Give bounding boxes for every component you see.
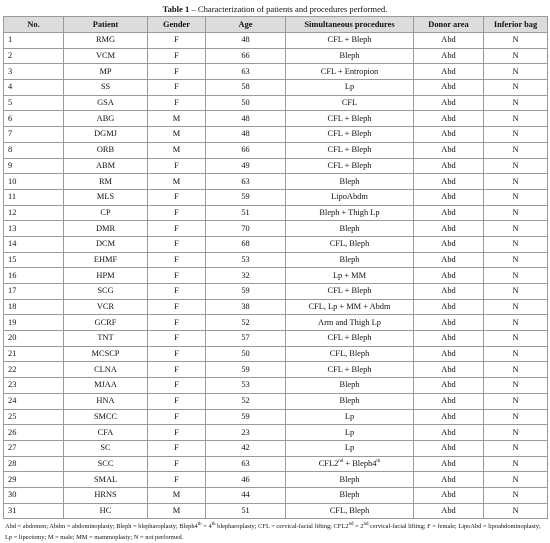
caption-text: – Characterization of patients and procedures performed.	[189, 4, 388, 14]
cell-gender: F	[148, 205, 206, 221]
cell-donor-area: Abd	[414, 252, 484, 268]
cell-patient: HRNS	[64, 487, 148, 503]
table-row	[4, 409, 548, 425]
cell-no: 8	[4, 142, 64, 158]
cell-patient: HPM	[64, 268, 148, 284]
cell-procedures: CFL + Entropion	[286, 64, 414, 80]
cell-donor-area: Abd	[414, 48, 484, 64]
cell-gender: F	[148, 346, 206, 362]
cell-patient: MJAA	[64, 378, 148, 394]
table-row	[4, 440, 548, 456]
cell-no: 14	[4, 236, 64, 252]
cell-donor-area: Abd	[414, 299, 484, 315]
cell-age: 66	[206, 48, 286, 64]
cell-procedures: Bleph	[286, 378, 414, 394]
cell-patient: EHMF	[64, 252, 148, 268]
cell-donor-area: Abd	[414, 236, 484, 252]
cell-donor-area: Abd	[414, 158, 484, 174]
cell-donor-area: Abd	[414, 362, 484, 378]
cell-procedures: CFL, Bleph	[286, 236, 414, 252]
footnote-sup2: th	[211, 522, 216, 528]
cell-gender: F	[148, 252, 206, 268]
cell-age: 50	[206, 346, 286, 362]
cell-patient: DMR	[64, 221, 148, 237]
table-row	[4, 472, 548, 488]
caption-label: Table 1	[162, 4, 190, 14]
cell-no: 29	[4, 472, 64, 488]
cell-inferior-bag: N	[484, 95, 548, 111]
cell-patient: SS	[64, 80, 148, 96]
cell-inferior-bag: N	[484, 284, 548, 300]
cell-procedures: Bleph	[286, 393, 414, 409]
table-row	[4, 189, 548, 205]
col-header-age: Age	[206, 17, 286, 33]
col-header-no: No.	[4, 17, 64, 33]
cell-inferior-bag: N	[484, 236, 548, 252]
cell-no: 2	[4, 48, 64, 64]
table-row	[4, 487, 548, 503]
table-row	[4, 393, 548, 409]
cell-no: 11	[4, 189, 64, 205]
cell-donor-area: Abd	[414, 440, 484, 456]
cell-patient: SC	[64, 440, 148, 456]
cell-age: 63	[206, 64, 286, 80]
table-footnote	[3, 519, 547, 543]
cell-gender: F	[148, 95, 206, 111]
cell-procedures: CFL + Bleph	[286, 142, 414, 158]
cell-no: 3	[4, 64, 64, 80]
cell-age: 68	[206, 236, 286, 252]
patients-table	[3, 16, 548, 519]
cell-patient: DGMJ	[64, 127, 148, 143]
cell-gender: F	[148, 189, 206, 205]
cell-inferior-bag: N	[484, 503, 548, 519]
cell-inferior-bag: N	[484, 111, 548, 127]
cell-age: 42	[206, 440, 286, 456]
cell-patient: SMAL	[64, 472, 148, 488]
cell-patient: MLS	[64, 189, 148, 205]
cell-inferior-bag: N	[484, 268, 548, 284]
cell-gender: F	[148, 472, 206, 488]
cell-donor-area: Abd	[414, 205, 484, 221]
table-body	[4, 33, 548, 519]
table-row	[4, 48, 548, 64]
cell-age: 63	[206, 174, 286, 190]
cell-no: 17	[4, 284, 64, 300]
cell-inferior-bag: N	[484, 456, 548, 472]
cell-donor-area: Abd	[414, 80, 484, 96]
cell-inferior-bag: N	[484, 189, 548, 205]
cell-gender: M	[148, 174, 206, 190]
table-caption	[3, 4, 547, 16]
cell-gender: F	[148, 362, 206, 378]
cell-procedures: CFL	[286, 95, 414, 111]
table-row	[4, 64, 548, 80]
cell-patient: VCR	[64, 299, 148, 315]
cell-age: 48	[206, 111, 286, 127]
cell-patient: CP	[64, 205, 148, 221]
cell-donor-area: Abd	[414, 268, 484, 284]
cell-gender: M	[148, 142, 206, 158]
cell-gender: M	[148, 127, 206, 143]
cell-procedures: CFL + Bleph	[286, 331, 414, 347]
cell-inferior-bag: N	[484, 425, 548, 441]
cell-patient: CFA	[64, 425, 148, 441]
cell-donor-area: Abd	[414, 315, 484, 331]
cell-donor-area: Abd	[414, 95, 484, 111]
cell-age: 59	[206, 189, 286, 205]
cell-age: 53	[206, 252, 286, 268]
cell-procedures: Lp	[286, 409, 414, 425]
cell-age: 58	[206, 80, 286, 96]
cell-donor-area: Abd	[414, 64, 484, 80]
table-row	[4, 236, 548, 252]
cell-gender: F	[148, 440, 206, 456]
cell-age: 52	[206, 315, 286, 331]
cell-inferior-bag: N	[484, 142, 548, 158]
cell-age: 49	[206, 158, 286, 174]
cell-donor-area: Abd	[414, 111, 484, 127]
cell-inferior-bag: N	[484, 48, 548, 64]
cell-gender: F	[148, 456, 206, 472]
cell-inferior-bag: N	[484, 393, 548, 409]
cell-procedures: Bleph	[286, 48, 414, 64]
cell-procedures: CFL + Bleph	[286, 127, 414, 143]
footnote-sup3: nd	[348, 522, 354, 528]
cell-gender: F	[148, 315, 206, 331]
cell-no: 1	[4, 33, 64, 49]
cell-gender: F	[148, 48, 206, 64]
cell-inferior-bag: N	[484, 315, 548, 331]
cell-inferior-bag: N	[484, 205, 548, 221]
cell-patient: HC	[64, 503, 148, 519]
cell-procedures: LipoAbdm	[286, 189, 414, 205]
table-row	[4, 33, 548, 49]
table-row	[4, 362, 548, 378]
col-header-patient: Patient	[64, 17, 148, 33]
cell-procedures: Bleph	[286, 472, 414, 488]
cell-age: 59	[206, 284, 286, 300]
col-header-inferior-bag: Inferior bag	[484, 17, 548, 33]
table-row	[4, 456, 548, 472]
table-header-row	[4, 17, 548, 33]
cell-procedures: CFL + Bleph	[286, 158, 414, 174]
footnote-part5: cervical-facial lifting; F = female; LipoAbd = lipoabdominoplasty; Lp = lipectomy; M = male; MM = mammoplasty; N = not performed.	[5, 523, 541, 541]
cell-gender: F	[148, 268, 206, 284]
cell-donor-area: Abd	[414, 174, 484, 190]
table-row	[4, 284, 548, 300]
col-header-gender: Gender	[148, 17, 206, 33]
cell-no: 21	[4, 346, 64, 362]
cell-age: 57	[206, 331, 286, 347]
cell-gender: F	[148, 299, 206, 315]
cell-gender: F	[148, 409, 206, 425]
cell-age: 66	[206, 142, 286, 158]
cell-procedures: CFL + Bleph	[286, 111, 414, 127]
cell-procedures: Lp + MM	[286, 268, 414, 284]
cell-gender: F	[148, 331, 206, 347]
table-row	[4, 221, 548, 237]
cell-procedures: CFL, Bleph	[286, 503, 414, 519]
cell-no: 26	[4, 425, 64, 441]
cell-patient: SMCC	[64, 409, 148, 425]
table-row	[4, 425, 548, 441]
cell-gender: F	[148, 393, 206, 409]
cell-age: 50	[206, 95, 286, 111]
cell-procedures: Bleph + Thigh Lp	[286, 205, 414, 221]
cell-no: 16	[4, 268, 64, 284]
cell-no: 7	[4, 127, 64, 143]
cell-inferior-bag: N	[484, 127, 548, 143]
cell-no: 5	[4, 95, 64, 111]
cell-procedures: CFL + Bleph	[286, 284, 414, 300]
cell-procedures: Arm and Thigh Lp	[286, 315, 414, 331]
cell-donor-area: Abd	[414, 346, 484, 362]
cell-patient: SCC	[64, 456, 148, 472]
cell-donor-area: Abd	[414, 472, 484, 488]
cell-procedures: Bleph	[286, 252, 414, 268]
cell-no: 19	[4, 315, 64, 331]
cell-age: 23	[206, 425, 286, 441]
cell-no: 24	[4, 393, 64, 409]
cell-age: 59	[206, 409, 286, 425]
cell-inferior-bag: N	[484, 158, 548, 174]
cell-procedures: CFL, Lp + MM + Abdm	[286, 299, 414, 315]
table-row	[4, 127, 548, 143]
cell-inferior-bag: N	[484, 378, 548, 394]
cell-procedures: CFL, Bleph	[286, 346, 414, 362]
cell-inferior-bag: N	[484, 331, 548, 347]
cell-inferior-bag: N	[484, 252, 548, 268]
cell-inferior-bag: N	[484, 174, 548, 190]
footnote-part2: = 4	[201, 523, 212, 531]
table-row	[4, 299, 548, 315]
cell-donor-area: Abd	[414, 127, 484, 143]
cell-age: 46	[206, 472, 286, 488]
cell-donor-area: Abd	[414, 284, 484, 300]
cell-donor-area: Abd	[414, 425, 484, 441]
cell-patient: MP	[64, 64, 148, 80]
cell-gender: F	[148, 221, 206, 237]
cell-no: 9	[4, 158, 64, 174]
cell-no: 15	[4, 252, 64, 268]
footnote-sup4: nd	[363, 522, 369, 528]
cell-patient: RMG	[64, 33, 148, 49]
cell-no: 23	[4, 378, 64, 394]
cell-gender: F	[148, 284, 206, 300]
cell-no: 31	[4, 503, 64, 519]
table-row	[4, 268, 548, 284]
cell-patient: GSA	[64, 95, 148, 111]
table-row	[4, 205, 548, 221]
cell-gender: F	[148, 80, 206, 96]
cell-procedures: Bleph	[286, 221, 414, 237]
cell-inferior-bag: N	[484, 64, 548, 80]
cell-inferior-bag: N	[484, 487, 548, 503]
cell-donor-area: Abd	[414, 33, 484, 49]
table-row	[4, 378, 548, 394]
cell-procedures: Lp	[286, 425, 414, 441]
cell-no: 18	[4, 299, 64, 315]
cell-donor-area: Abd	[414, 456, 484, 472]
cell-inferior-bag: N	[484, 409, 548, 425]
cell-age: 59	[206, 362, 286, 378]
cell-patient: ABG	[64, 111, 148, 127]
cell-age: 32	[206, 268, 286, 284]
table-row	[4, 252, 548, 268]
cell-inferior-bag: N	[484, 80, 548, 96]
cell-gender: F	[148, 158, 206, 174]
cell-procedures: Bleph	[286, 487, 414, 503]
cell-patient: DCM	[64, 236, 148, 252]
cell-procedures: CFL + Bleph	[286, 33, 414, 49]
footnote-sup1: th	[197, 522, 202, 528]
cell-gender: F	[148, 236, 206, 252]
cell-donor-area: Abd	[414, 142, 484, 158]
cell-no: 25	[4, 409, 64, 425]
cell-gender: M	[148, 503, 206, 519]
cell-inferior-bag: N	[484, 221, 548, 237]
cell-gender: F	[148, 425, 206, 441]
cell-donor-area: Abd	[414, 409, 484, 425]
cell-no: 6	[4, 111, 64, 127]
cell-inferior-bag: N	[484, 362, 548, 378]
cell-gender: F	[148, 33, 206, 49]
table-row	[4, 95, 548, 111]
cell-donor-area: Abd	[414, 393, 484, 409]
cell-no: 20	[4, 331, 64, 347]
cell-patient: GCRF	[64, 315, 148, 331]
cell-donor-area: Abd	[414, 221, 484, 237]
table-row	[4, 331, 548, 347]
cell-patient: ORB	[64, 142, 148, 158]
cell-procedures: Lp	[286, 80, 414, 96]
cell-patient: MCSCP	[64, 346, 148, 362]
footnote-part1: Abd = abdomen; Abdm = abdominoplasty; Bleph = blepharoplasty; Bleph4	[5, 523, 198, 531]
cell-patient: VCM	[64, 48, 148, 64]
cell-patient: TNT	[64, 331, 148, 347]
cell-no: 10	[4, 174, 64, 190]
col-header-procedures: Simultaneous procedures	[286, 17, 414, 33]
cell-age: 44	[206, 487, 286, 503]
cell-gender: M	[148, 111, 206, 127]
footnote-part4: = 2	[353, 523, 364, 531]
footnote-part3: blepharoplasty; CFL = cervical-facial lifting; CFL2	[215, 523, 349, 531]
cell-gender: F	[148, 64, 206, 80]
cell-age: 70	[206, 221, 286, 237]
cell-age: 52	[206, 393, 286, 409]
cell-donor-area: Abd	[414, 331, 484, 347]
table-row	[4, 315, 548, 331]
cell-inferior-bag: N	[484, 472, 548, 488]
cell-inferior-bag: N	[484, 299, 548, 315]
cell-procedures: CFL2nd + Bleph4th	[286, 456, 414, 472]
table-row	[4, 346, 548, 362]
cell-no: 22	[4, 362, 64, 378]
cell-procedures: Bleph	[286, 174, 414, 190]
cell-patient: HNA	[64, 393, 148, 409]
col-header-donor-area: Donor area	[414, 17, 484, 33]
cell-donor-area: Abd	[414, 487, 484, 503]
cell-no: 28	[4, 456, 64, 472]
cell-donor-area: Abd	[414, 503, 484, 519]
table-row	[4, 174, 548, 190]
cell-age: 63	[206, 456, 286, 472]
cell-patient: ABM	[64, 158, 148, 174]
cell-age: 48	[206, 127, 286, 143]
cell-patient: SCG	[64, 284, 148, 300]
cell-donor-area: Abd	[414, 189, 484, 205]
cell-inferior-bag: N	[484, 33, 548, 49]
cell-no: 13	[4, 221, 64, 237]
cell-no: 27	[4, 440, 64, 456]
table-row	[4, 111, 548, 127]
cell-inferior-bag: N	[484, 440, 548, 456]
cell-age: 38	[206, 299, 286, 315]
table-row	[4, 80, 548, 96]
cell-age: 51	[206, 503, 286, 519]
cell-age: 51	[206, 205, 286, 221]
cell-donor-area: Abd	[414, 378, 484, 394]
cell-procedures: CFL + Bleph	[286, 362, 414, 378]
cell-age: 53	[206, 378, 286, 394]
table-row	[4, 503, 548, 519]
cell-patient: RM	[64, 174, 148, 190]
cell-age: 48	[206, 33, 286, 49]
cell-procedures: Lp	[286, 440, 414, 456]
cell-gender: M	[148, 487, 206, 503]
cell-no: 30	[4, 487, 64, 503]
cell-inferior-bag: N	[484, 346, 548, 362]
table-row	[4, 158, 548, 174]
cell-no: 12	[4, 205, 64, 221]
cell-patient: CLNA	[64, 362, 148, 378]
cell-gender: F	[148, 378, 206, 394]
cell-no: 4	[4, 80, 64, 96]
table-row	[4, 142, 548, 158]
